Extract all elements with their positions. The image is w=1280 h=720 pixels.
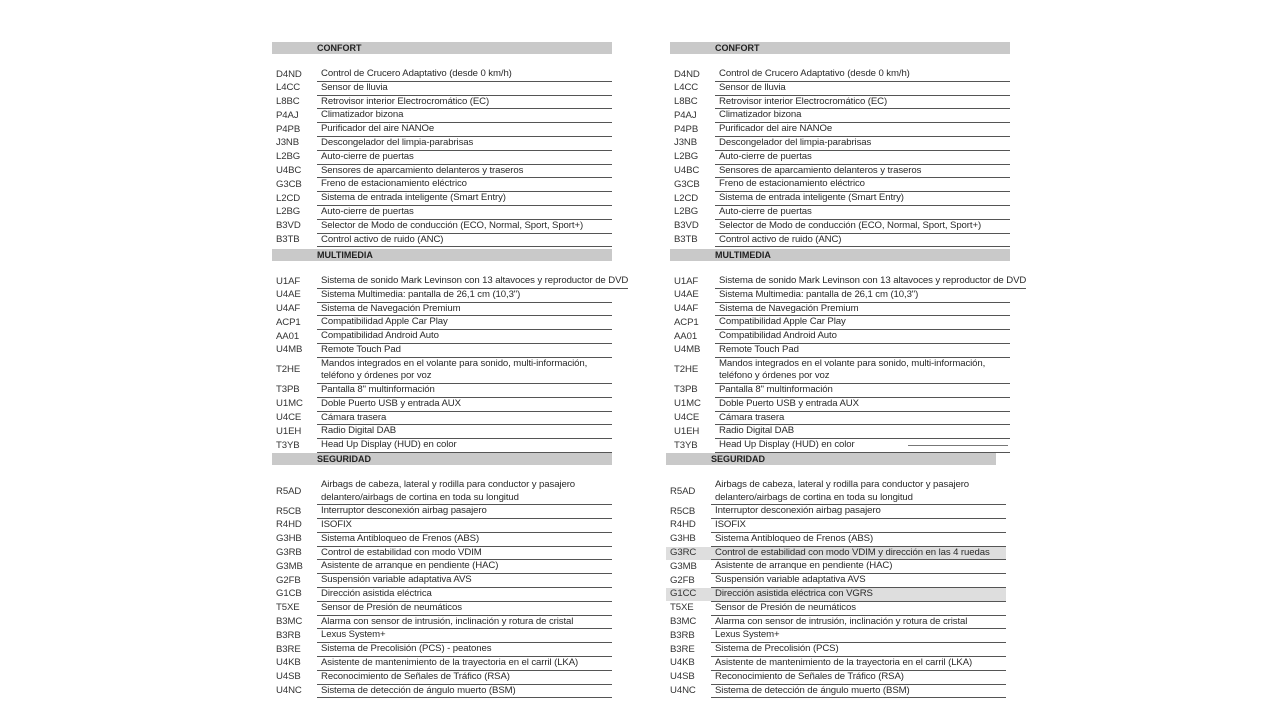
option-code: L2BG: [674, 206, 699, 218]
option-description: Control de estabilidad con modo VDIM y dirección en las 4 ruedas: [711, 547, 1006, 561]
option-description: Sensor de Presión de neumáticos: [711, 602, 1006, 616]
option-code: B3RE: [276, 643, 301, 655]
spec-row: [670, 316, 1010, 330]
spec-row: [670, 68, 1010, 82]
option-code: U1AF: [674, 275, 699, 287]
option-code: L4CC: [674, 82, 699, 94]
spec-row: [670, 289, 1010, 303]
option-description: Sistema Multimedia: pantalla de 26,1 cm (10,3"): [317, 289, 612, 303]
spec-row: [272, 602, 612, 616]
spec-row: [666, 574, 1006, 588]
option-code: R4HD: [670, 519, 696, 531]
option-description: Sistema de entrada inteligente (Smart Entry): [317, 192, 612, 206]
option-description: Asistente de arranque en pendiente (HAC): [711, 560, 1006, 574]
spec-row: [272, 505, 612, 519]
option-description: Interruptor desconexión airbag pasajero: [317, 505, 612, 519]
option-code: G3MB: [670, 560, 697, 572]
spec-row: [670, 412, 1010, 426]
option-code: L2BG: [674, 151, 699, 163]
option-description: Selector de Modo de conducción (ECO, Normal, Sport, Sport+): [317, 220, 612, 234]
spec-row: [670, 123, 1010, 137]
spec-row: [272, 96, 612, 110]
spec-row: [666, 547, 1006, 561]
option-description: Mandos integrados en el volante para sonido, multi-información, teléfono y órdenes por voz: [715, 358, 1010, 384]
option-description: Freno de estacionamiento eléctrico: [317, 178, 612, 192]
option-code: D4ND: [674, 68, 700, 80]
option-code: U1MC: [276, 398, 303, 410]
option-description: Control de Crucero Adaptativo (desde 0 km/h): [715, 68, 1010, 82]
spec-row: [272, 192, 612, 206]
spec-row: [670, 439, 1010, 453]
option-description: Cámara trasera: [317, 412, 612, 426]
spec-row: [670, 137, 1010, 151]
option-description: Doble Puerto USB y entrada AUX: [715, 398, 1010, 412]
option-description: Asistente de arranque en pendiente (HAC): [317, 560, 612, 574]
spec-row: [272, 303, 612, 317]
option-description: Retrovisor interior Electrocromático (EC): [715, 96, 1010, 110]
spec-row: [666, 560, 1006, 574]
spec-row: [272, 358, 612, 384]
option-description: Dirección asistida eléctrica con VGRS: [711, 588, 1006, 602]
option-code: U4AE: [674, 289, 699, 301]
option-code: D4ND: [276, 68, 302, 80]
option-code: B3RB: [276, 629, 301, 641]
option-description: Descongelador del limpia-parabrisas: [317, 137, 612, 151]
option-code: T3PB: [674, 384, 698, 396]
option-description: Compatibilidad Android Auto: [317, 330, 612, 344]
spec-list: [272, 479, 612, 698]
option-description: Auto-cierre de puertas: [317, 151, 612, 165]
option-code: AA01: [674, 330, 698, 342]
option-code: U4BC: [276, 165, 302, 177]
spec-row: [272, 316, 612, 330]
option-code: U4SB: [670, 671, 695, 683]
section-header: SEGURIDAD: [666, 453, 996, 465]
spec-row: [272, 425, 612, 439]
option-code: B3MC: [670, 616, 697, 628]
option-description: Auto-cierre de puertas: [715, 206, 1010, 220]
option-description: Climatizador bizona: [715, 109, 1010, 123]
option-code: R4HD: [276, 519, 302, 531]
spec-row: [666, 533, 1006, 547]
option-code: B3TB: [276, 234, 300, 246]
spec-row: [670, 234, 1010, 248]
option-description: Sensor de Presión de neumáticos: [317, 602, 612, 616]
spec-row: [666, 629, 1006, 643]
option-description: Sistema de entrada inteligente (Smart Entry): [715, 192, 1010, 206]
left-seguridad-section: [272, 453, 612, 698]
spec-row: [670, 206, 1010, 220]
spec-row: [670, 398, 1010, 412]
option-code: R5AD: [276, 485, 302, 497]
option-description: Sistema Antibloqueo de Frenos (ABS): [317, 533, 612, 547]
option-description: Compatibilidad Apple Car Play: [715, 316, 1010, 330]
spec-row: [670, 384, 1010, 398]
option-code: U4AF: [674, 303, 699, 315]
spec-row: [272, 629, 612, 643]
option-description: Descongelador del limpia-parabrisas: [715, 137, 1010, 151]
option-description: Sistema de sonido Mark Levinson con 13 altavoces y reproductor de DVD: [715, 275, 1026, 289]
spec-row: [666, 616, 1006, 630]
spec-list: [666, 479, 1006, 698]
option-code: L2CD: [276, 192, 301, 204]
option-description: Sensor de lluvia: [317, 82, 612, 96]
option-description: Doble Puerto USB y entrada AUX: [317, 398, 612, 412]
option-code: U4KB: [670, 657, 695, 669]
spec-row: [272, 165, 612, 179]
option-code: G3RC: [666, 547, 711, 560]
spec-row: [670, 165, 1010, 179]
spec-row: [272, 533, 612, 547]
option-description: Sistema de Navegación Premium: [317, 303, 612, 317]
spec-row: [272, 289, 612, 303]
option-description: Compatibilidad Android Auto: [715, 330, 1010, 344]
spec-row: [666, 505, 1006, 519]
option-description: Airbags de cabeza, lateral y rodilla para conductor y pasajero delantero/airbags de cortina en toda su longitud: [711, 479, 1006, 505]
option-code: B3RE: [670, 643, 695, 655]
section-header: CONFORT: [670, 42, 1010, 54]
option-description: Reconocimiento de Señales de Tráfico (RSA): [711, 671, 1006, 685]
option-description: Asistente de mantenimiento de la trayectoria en el carril (LKA): [711, 657, 1006, 671]
option-code: G2FB: [670, 574, 695, 586]
option-description: Control activo de ruido (ANC): [715, 234, 1010, 248]
spec-row: [272, 275, 629, 289]
option-code: ACP1: [674, 316, 699, 328]
option-code: U1EH: [276, 425, 302, 437]
spec-row: [670, 425, 1010, 439]
option-description: ISOFIX: [711, 519, 1006, 533]
option-code: U4NC: [276, 685, 302, 697]
spec-row: [666, 588, 1006, 602]
right-seguridad-section: [666, 453, 1006, 698]
spec-row: [666, 685, 1006, 699]
spec-row: [670, 96, 1010, 110]
right-multimedia-section: [670, 249, 1027, 453]
option-code: G3MB: [276, 560, 303, 572]
option-code: L2BG: [276, 206, 301, 218]
spec-row: [272, 82, 612, 96]
spec-row: [272, 330, 612, 344]
spec-row: [272, 109, 612, 123]
right-confort-section: [670, 42, 1010, 247]
option-code: U4MB: [674, 344, 701, 356]
option-description: Radio Digital DAB: [715, 425, 1010, 439]
option-code: B3VD: [674, 220, 699, 232]
spec-row: [666, 519, 1006, 533]
spec-list: [272, 275, 629, 453]
spec-row: [272, 206, 612, 220]
option-code: P4AJ: [276, 109, 299, 121]
divider: [908, 445, 1008, 446]
spec-row: [666, 671, 1006, 685]
option-description: Sistema de Navegación Premium: [715, 303, 1010, 317]
option-code: AA01: [276, 330, 300, 342]
option-code: U4AF: [276, 303, 301, 315]
spec-row: [670, 358, 1010, 384]
spec-row: [272, 439, 612, 453]
option-code: G2FB: [276, 574, 301, 586]
option-description: Mandos integrados en el volante para sonido, multi-información, teléfono y órdenes por voz: [317, 358, 612, 384]
section-header: SEGURIDAD: [272, 453, 612, 465]
option-code: L8BC: [276, 96, 300, 108]
option-code: U4CE: [674, 412, 700, 424]
option-code: G3CB: [674, 178, 700, 190]
option-code: T3YB: [276, 439, 300, 451]
spec-row: [670, 303, 1010, 317]
option-description: Freno de estacionamiento eléctrico: [715, 178, 1010, 192]
left-confort-section: [272, 42, 612, 247]
spec-row: [272, 616, 612, 630]
spec-list: [670, 68, 1010, 247]
option-code: L4CC: [276, 82, 301, 94]
spec-row: [272, 344, 612, 358]
spec-row: [272, 398, 612, 412]
spec-row: [670, 109, 1010, 123]
option-description: Control de estabilidad con modo VDIM: [317, 547, 612, 561]
option-code: T2HE: [276, 364, 301, 376]
spec-row: [272, 220, 612, 234]
spec-row: [670, 151, 1010, 165]
option-code: J3NB: [276, 137, 300, 149]
option-description: Purificador del aire NANOe: [715, 123, 1010, 137]
option-description: Interruptor desconexión airbag pasajero: [711, 505, 1006, 519]
option-description: Remote Touch Pad: [715, 344, 1010, 358]
spec-row: [272, 234, 612, 248]
option-code: R5AD: [670, 485, 696, 497]
option-code: B3MC: [276, 616, 303, 628]
section-header: MULTIMEDIA: [272, 249, 612, 261]
option-code: P4PB: [276, 123, 301, 135]
spec-row: [666, 602, 1006, 616]
option-code: U4KB: [276, 657, 301, 669]
option-code: B3TB: [674, 234, 698, 246]
option-code: G1CC: [666, 588, 711, 601]
spec-row: [272, 588, 612, 602]
spec-row: [670, 220, 1010, 234]
option-code: G3HB: [276, 533, 302, 545]
spec-row: [272, 151, 612, 165]
option-description: Airbags de cabeza, lateral y rodilla para conductor y pasajero delantero/airbags de cortina en toda su longitud: [317, 479, 612, 505]
option-code: ACP1: [276, 316, 301, 328]
spec-row: [666, 657, 1006, 671]
spec-row: [272, 685, 612, 699]
option-code: L2BG: [276, 151, 301, 163]
option-description: Alarma con sensor de intrusión, inclinación y rotura de cristal: [711, 616, 1006, 630]
option-description: Head Up Display (HUD) en color: [317, 439, 612, 453]
option-code: L8BC: [674, 96, 698, 108]
option-description: Control de Crucero Adaptativo (desde 0 km/h): [317, 68, 612, 82]
spec-row: [272, 560, 612, 574]
option-code: J3NB: [674, 137, 698, 149]
spec-row: [670, 275, 1027, 289]
option-description: Control activo de ruido (ANC): [317, 234, 612, 248]
option-description: ISOFIX: [317, 519, 612, 533]
option-description: Suspensión variable adaptativa AVS: [711, 574, 1006, 588]
spec-row: [272, 68, 612, 82]
option-code: T2HE: [674, 364, 699, 376]
option-description: Pantalla 8" multinformación: [317, 384, 612, 398]
option-code: L2CD: [674, 192, 699, 204]
option-code: U4MB: [276, 344, 303, 356]
option-code: T3YB: [674, 439, 698, 451]
spec-row: [272, 547, 612, 561]
option-code: P4PB: [674, 123, 699, 135]
option-code: P4AJ: [674, 109, 697, 121]
option-code: G3HB: [670, 533, 696, 545]
option-description: Dirección asistida eléctrica: [317, 588, 612, 602]
left-spec-column: [272, 0, 672, 720]
option-code: R5CB: [670, 505, 696, 517]
section-header: CONFORT: [272, 42, 612, 54]
option-code: T5XE: [670, 602, 694, 614]
option-description: Sistema de sonido Mark Levinson con 13 altavoces y reproductor de DVD: [317, 275, 628, 289]
spec-row: [272, 574, 612, 588]
spec-row: [272, 137, 612, 151]
spec-list: [272, 68, 612, 247]
option-code: T3PB: [276, 384, 300, 396]
option-code: B3RB: [670, 629, 695, 641]
option-description: Sistema de detección de ángulo muerto (BSM): [317, 685, 612, 699]
option-description: Auto-cierre de puertas: [715, 151, 1010, 165]
spec-row: [272, 671, 612, 685]
spec-row: [272, 178, 612, 192]
spec-row: [272, 657, 612, 671]
option-description: Lexus System+: [711, 629, 1006, 643]
option-code: G1CB: [276, 588, 302, 600]
option-description: Cámara trasera: [715, 412, 1010, 426]
option-description: Sistema de detección de ángulo muerto (BSM): [711, 685, 1006, 699]
option-code: B3VD: [276, 220, 301, 232]
spec-row: [670, 82, 1010, 96]
option-description: Suspensión variable adaptativa AVS: [317, 574, 612, 588]
spec-row: [272, 479, 612, 505]
option-code: U4BC: [674, 165, 700, 177]
option-description: Head Up Display (HUD) en color: [715, 439, 1010, 453]
option-description: Selector de Modo de conducción (ECO, Normal, Sport, Sport+): [715, 220, 1010, 234]
option-description: Climatizador bizona: [317, 109, 612, 123]
spec-list: [670, 275, 1027, 453]
spec-row: [670, 192, 1010, 206]
spec-row: [272, 412, 612, 426]
option-code: G3RB: [276, 547, 302, 559]
spec-row: [666, 643, 1006, 657]
spec-row: [272, 643, 612, 657]
option-description: Sistema Multimedia: pantalla de 26,1 cm (10,3"): [715, 289, 1010, 303]
option-description: Retrovisor interior Electrocromático (EC): [317, 96, 612, 110]
option-code: U4CE: [276, 412, 302, 424]
option-description: Reconocimiento de Señales de Tráfico (RSA): [317, 671, 612, 685]
option-description: Compatibilidad Apple Car Play: [317, 316, 612, 330]
option-code: U4NC: [670, 685, 696, 697]
option-code: G3CB: [276, 178, 302, 190]
option-description: Sensor de lluvia: [715, 82, 1010, 96]
option-code: U4SB: [276, 671, 301, 683]
spec-row: [670, 178, 1010, 192]
spec-row: [670, 330, 1010, 344]
option-description: Auto-cierre de puertas: [317, 206, 612, 220]
option-description: Sensores de aparcamiento delanteros y traseros: [317, 165, 612, 179]
spec-row: [272, 384, 612, 398]
option-description: Sensores de aparcamiento delanteros y traseros: [715, 165, 1010, 179]
option-description: Sistema de Precolisión (PCS) - peatones: [317, 643, 612, 657]
option-description: Remote Touch Pad: [317, 344, 612, 358]
section-header: MULTIMEDIA: [670, 249, 1010, 261]
option-code: U4AE: [276, 289, 301, 301]
option-code: R5CB: [276, 505, 302, 517]
option-description: Pantalla 8" multinformación: [715, 384, 1010, 398]
spec-row: [666, 479, 1006, 505]
spec-row: [272, 123, 612, 137]
option-description: Radio Digital DAB: [317, 425, 612, 439]
option-description: Purificador del aire NANOe: [317, 123, 612, 137]
option-code: U1MC: [674, 398, 701, 410]
option-code: T5XE: [276, 602, 300, 614]
option-code: U1EH: [674, 425, 700, 437]
option-description: Alarma con sensor de intrusión, inclinación y rotura de cristal: [317, 616, 612, 630]
option-description: Sistema Antibloqueo de Frenos (ABS): [711, 533, 1006, 547]
option-description: Asistente de mantenimiento de la trayectoria en el carril (LKA): [317, 657, 612, 671]
option-code: U1AF: [276, 275, 301, 287]
spec-row: [272, 519, 612, 533]
spec-row: [670, 344, 1010, 358]
option-description: Sistema de Precolisión (PCS): [711, 643, 1006, 657]
left-multimedia-section: [272, 249, 629, 453]
option-description: Lexus System+: [317, 629, 612, 643]
right-spec-column: [670, 0, 1070, 720]
